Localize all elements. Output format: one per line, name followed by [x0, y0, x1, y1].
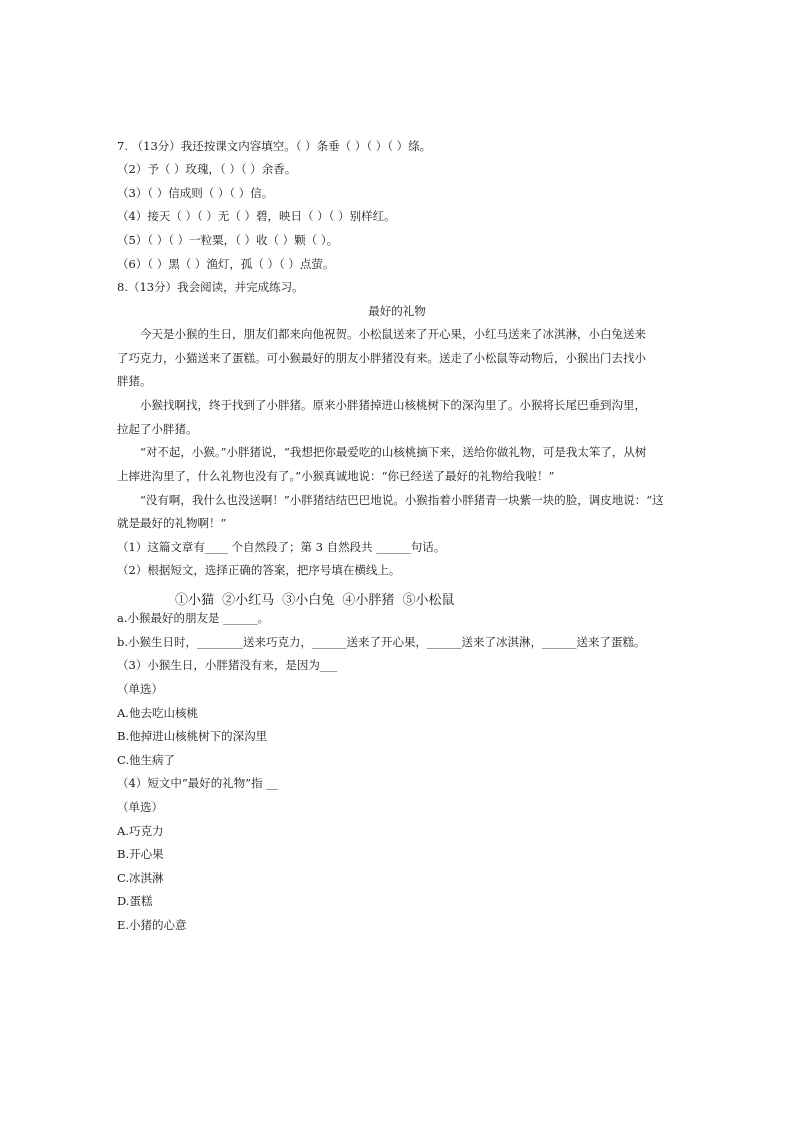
choice-a: A.巧克力	[117, 824, 164, 838]
passage-line: 就是最好的礼物啊！”	[117, 516, 227, 530]
q7-item-5: （5）（ ）（ ）一粒粟，（ ）收（ ）颗（ ）。	[117, 233, 339, 247]
choice-d: D.蛋糕	[117, 894, 153, 908]
answer-options: ①小猫 ②小红马 ③小白兔 ④小胖猪 ⑤小松鼠	[175, 593, 455, 608]
choice-b: B.他掉进山核桃树下的深沟里	[117, 729, 268, 743]
passage-line: 了巧克力，小猫送来了蛋糕。可小猴最好的朋友小胖猪没有来。送走了小松鼠等动物后，小猴出门去找小	[117, 351, 646, 365]
choice-e: E.小猪的心意	[117, 918, 187, 932]
q7-item-2: （2）予（ ）玫瑰，（ ）（ ）余香。	[117, 162, 297, 176]
q8-header: 8.（13分）我会阅读，并完成练习。	[117, 280, 304, 294]
sub-question-2: （2）根据短文，选择正确的答案，把序号填在横线上。	[117, 563, 401, 577]
passage-line: 今天是小猴的生日，朋友们都来向他祝贺。小松鼠送来了开心果，小红马送来了冰淇淋，小白兔送来	[140, 327, 646, 341]
q7-header: 7. （13分）我还按课文内容填空。（ ）条垂（ ）（ ）（ ）绦。	[117, 139, 432, 153]
passage-line: 胖猪。	[117, 374, 152, 388]
passage-line: “对不起，小猴。”小胖猪说，“我想把你最爱吃的山核桃摘下来，送给你做礼物，可是我太笨了，从树	[140, 445, 647, 459]
passage-line: “没有啊，我什么也没送啊！”小胖猪结结巴巴地说。小猴指着小胖猪青一块紫一块的脸，调皮地说：“这	[140, 493, 664, 507]
q7-item-3: （3）（ ）信成则（ ）（ ）信。	[117, 186, 274, 200]
q7-item-4: （4）接天（ ）（ ）无（ ）碧，映日（ ）（ ）别样红。	[117, 209, 396, 223]
sub-question-4: （4）短文中“最好的礼物”指 __	[117, 776, 278, 790]
passage-line: 小猴找啊找，终于找到了小胖猪。原来小胖猪掉进山核桃树下的深沟里了。小猴将长尾巴垂到沟里，	[140, 398, 646, 412]
question-type-label: （单选）	[117, 682, 163, 696]
choice-c: C.冰淇淋	[117, 871, 164, 885]
passage-line: 上摔进沟里了，什么礼物也没有了。”小猴真诚地说：“你已经送了最好的礼物给我啦！”	[117, 469, 555, 483]
passage-line: 拉起了小胖猪。	[117, 422, 198, 436]
choice-b: B.开心果	[117, 847, 164, 861]
sub-question-3: （3）小猴生日，小胖猪没有来，是因为___	[117, 658, 338, 672]
choice-a: A.他去吃山核桃	[117, 706, 198, 720]
choice-c: C.他生病了	[117, 753, 176, 767]
question-type-label: （单选）	[117, 800, 163, 814]
passage-title: 最好的礼物	[368, 304, 426, 318]
sub-question-1: （1）这篇文章有____ 个自然段了；第 3 自然段共 ______句话。	[117, 540, 446, 554]
sub-question-2a: a.小猴最好的朋友是 ______。	[117, 611, 270, 625]
sub-question-2b: b.小猴生日时，________送来巧克力，______送来了开心果，______送来了冰淇淋，______送来了蛋糕。	[117, 635, 646, 649]
q7-item-6: （6）（ ）黑（ ）渔灯，孤（ ）（ ）点萤。	[117, 257, 335, 271]
